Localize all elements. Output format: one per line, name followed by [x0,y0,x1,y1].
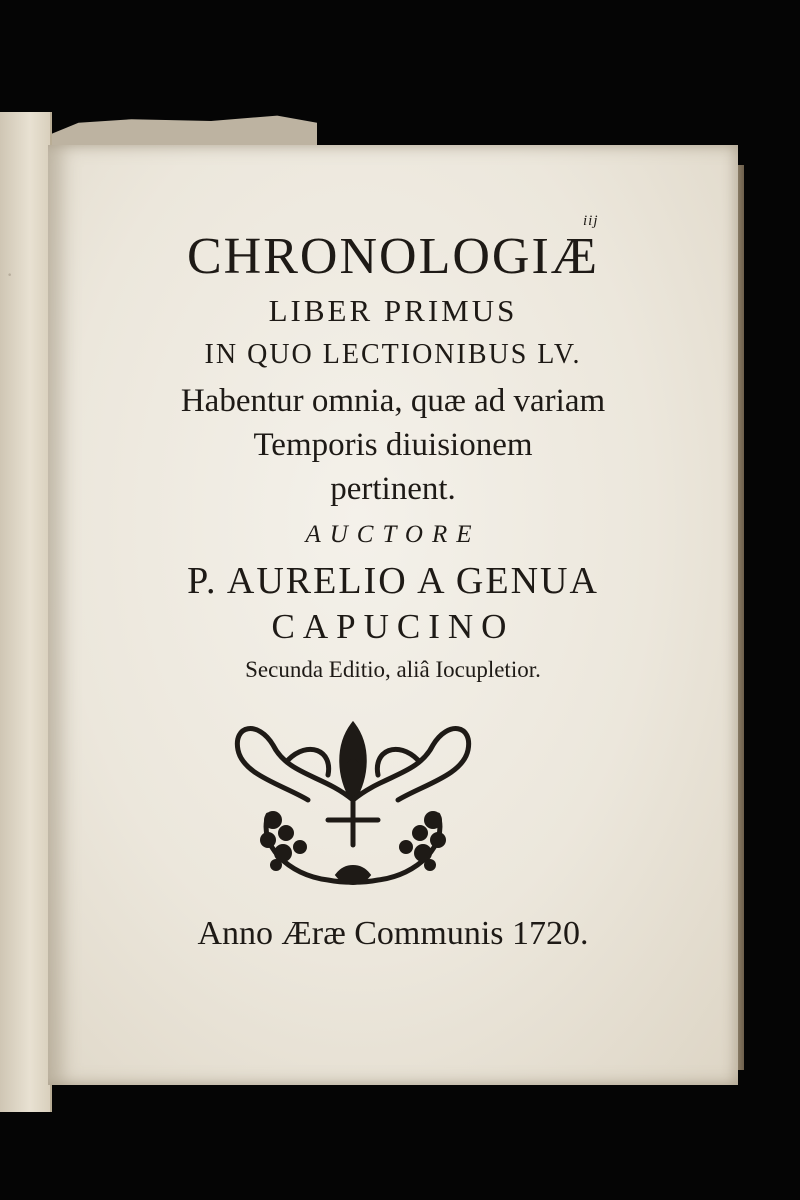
subtitle-lectionibus: IN QUO LECTIONIBUS LV. [204,339,582,370]
book-title: CHRONOLOGIÆ [187,228,599,285]
show-through-mark: · [6,262,14,287]
description-line-2: Temporis diuisionem [253,427,533,463]
subtitle-liber: LIBER PRIMUS [268,293,518,328]
author-order: CAPUCINO [271,607,515,646]
folio-number: iij [583,213,599,229]
description-line-3: pertinent. [330,471,456,507]
author-name: P. AURELIO A GENUA [187,560,599,602]
title-page [48,145,738,1085]
auctor-label: AUCTORE [305,521,481,548]
description-line-1: Habentur omnia, quæ ad variam [180,383,606,419]
edition-statement: Secunda Editio, aliâ Iocupletior. [245,657,541,682]
imprint-date: Anno Æræ Communis 1720. [197,915,589,952]
torn-paper-strip [52,112,317,148]
facing-page-edge [0,112,52,1112]
fleur-de-lis-floral-woodcut-icon [228,705,478,895]
